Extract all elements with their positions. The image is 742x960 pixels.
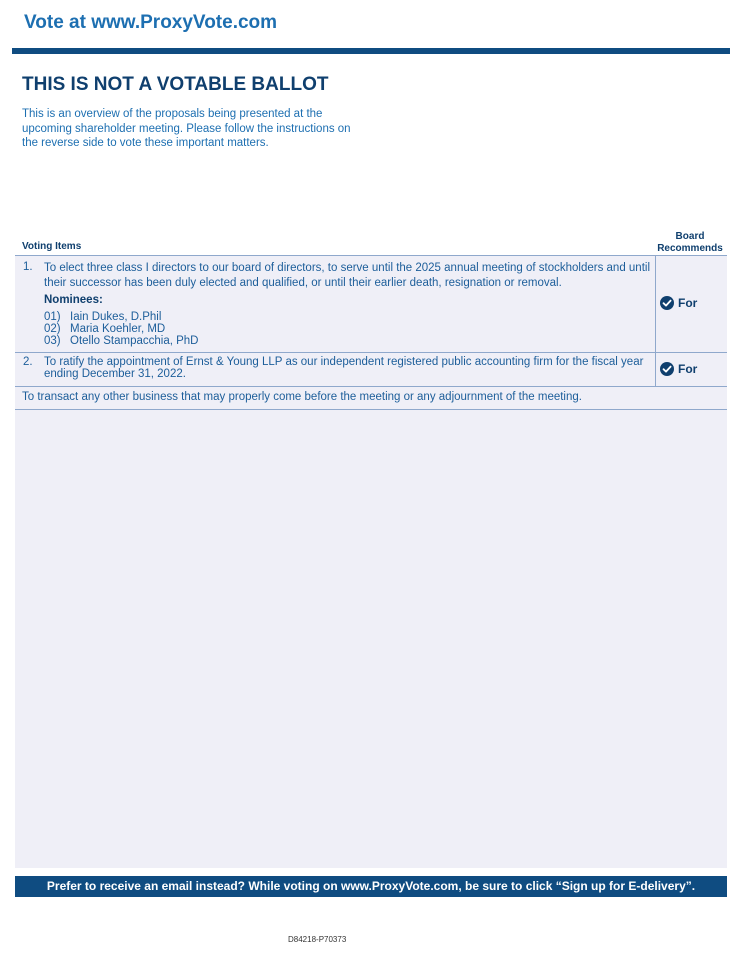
voting-item-2 bbox=[15, 352, 727, 386]
board-recommends-header bbox=[654, 231, 726, 255]
nominee-number: 02) bbox=[44, 323, 61, 335]
nominee bbox=[44, 323, 165, 335]
board-recommendation bbox=[660, 296, 697, 310]
voting-items-header: Voting Items bbox=[22, 241, 82, 252]
board-header-line1: Board bbox=[675, 231, 705, 242]
nominee-number: 01) bbox=[44, 311, 61, 323]
document-code: D84218-P70373 bbox=[288, 935, 347, 944]
nominee bbox=[44, 311, 161, 323]
nominee-number: 03) bbox=[44, 335, 61, 347]
other-business-row bbox=[15, 386, 727, 410]
column-divider bbox=[655, 256, 656, 352]
recommendation-label: For bbox=[678, 296, 698, 310]
edelivery-banner: Prefer to receive an email instead? While voting on www.ProxyVote.com, be sure to click “Sign up for E-delivery”. bbox=[15, 876, 727, 897]
board-header-line2: Recommends bbox=[657, 243, 723, 254]
nominees-label: Nominees: bbox=[44, 294, 103, 306]
header-divider bbox=[12, 48, 730, 54]
item-number: 2. bbox=[23, 356, 33, 368]
check-circle-icon bbox=[660, 296, 674, 310]
item-text: To ratify the appointment of Ernst & Young LLP as our independent registered public accounting firm for the fiscal year ending December 31, 2022. bbox=[44, 356, 644, 380]
vote-link[interactable]: Vote at www.ProxyVote.com bbox=[24, 12, 278, 33]
column-divider bbox=[655, 353, 656, 386]
nominee-name: Otello Stampacchia, PhD bbox=[70, 335, 199, 347]
item-text: To elect three class I directors to our board of directors, to serve until the 2025 annual meeting of stockholders and until their successor has been duly elected and qualified, or until their earlier death, resignation or removal. bbox=[44, 262, 651, 289]
board-recommendation bbox=[660, 362, 697, 376]
nominee bbox=[44, 335, 198, 347]
other-business-text: To transact any other business that may properly come before the meeting or any adjournment of the meeting. bbox=[22, 391, 582, 403]
nominee-name: Iain Dukes, D.Phil bbox=[70, 311, 162, 323]
intro-text: This is an overview of the proposals being presented at the upcoming shareholder meeting. Please follow the instructions on the reverse side to vote these important matters. bbox=[22, 108, 351, 149]
check-circle-icon bbox=[660, 362, 674, 376]
nominee-name: Maria Koehler, MD bbox=[70, 323, 166, 335]
item-number: 1. bbox=[23, 261, 33, 273]
recommendation-label: For bbox=[678, 362, 698, 376]
voting-item-1 bbox=[15, 255, 727, 352]
page-title: THIS IS NOT A VOTABLE BALLOT bbox=[22, 74, 329, 95]
